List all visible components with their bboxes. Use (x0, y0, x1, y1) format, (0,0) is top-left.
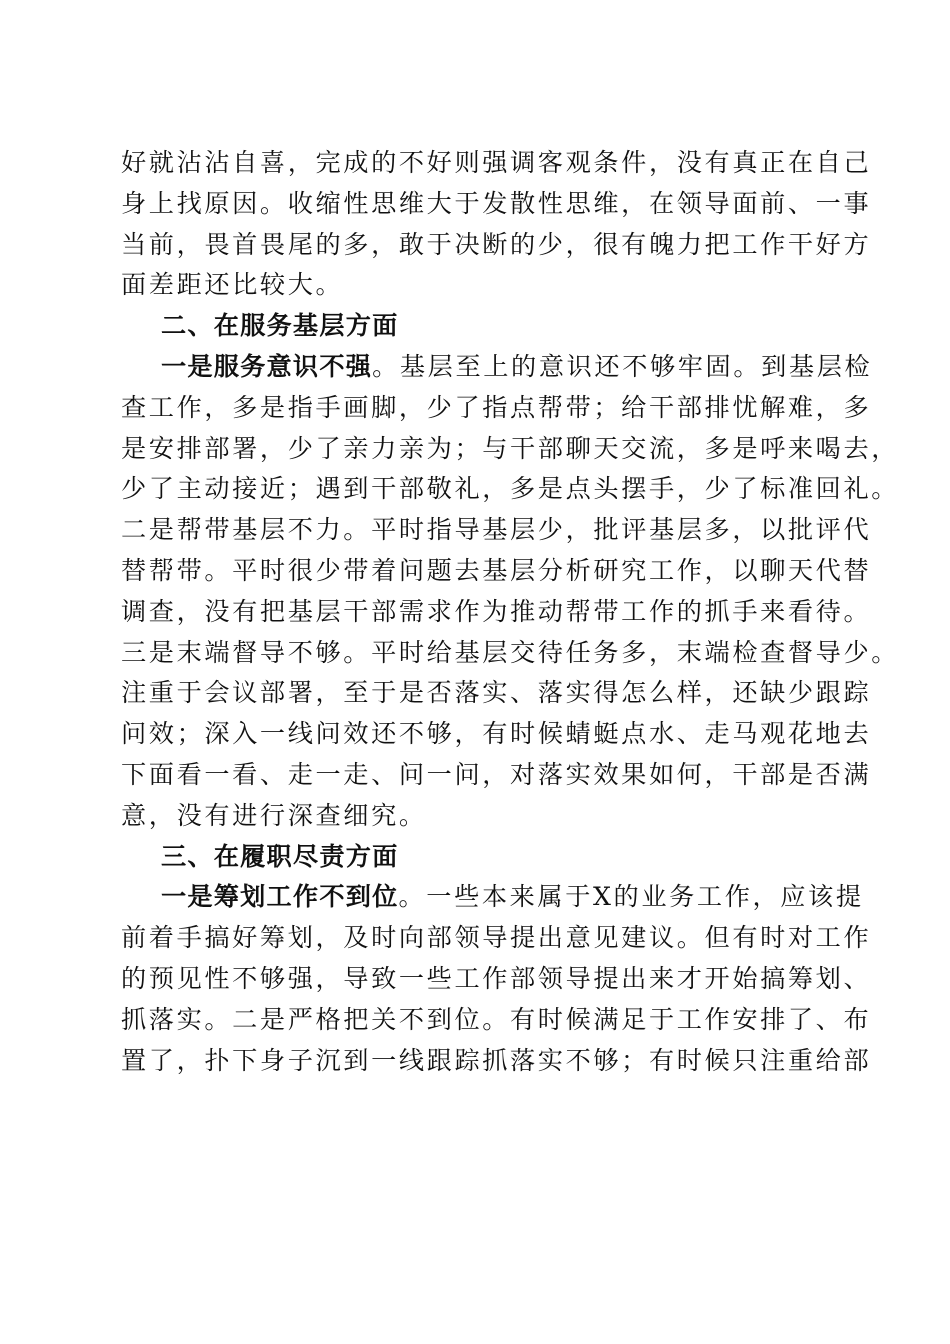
document-body (121, 143, 900, 1081)
paragraph-line: 少了主动接近；遇到干部敬礼，多是点头摆手，少了标准回礼。 (121, 474, 900, 504)
paragraph-line-rest: 。基层至上的意识还不够牢固。到基层检 (372, 351, 873, 381)
paragraph-lead: 一是服务意识不强 (161, 351, 373, 381)
paragraph-first-line (121, 877, 864, 918)
paragraph-line: 调查，没有把基层干部需求作为推动帮带工作的抓手来看待。 (121, 596, 872, 626)
paragraph-line: 下面看一看、走一走、问一问，对落实效果如何，干部是否满 (121, 759, 872, 789)
section-heading-3: 三、在履职尽责方面 (161, 841, 399, 871)
paragraph-line: 注重于会议部署，至于是否落实、落实得怎么样，还缺少跟踪 (121, 678, 872, 708)
paragraph-line: 意，没有进行深查细究。 (121, 800, 427, 830)
paragraph-line: 二是帮带基层不力。平时指导基层少，批评基层多，以批评代 (121, 515, 872, 545)
section-heading-2: 二、在服务基层方面 (161, 311, 399, 341)
paragraph-line: 的预见性不够强，导致一些工作部领导提出来才开始搞筹划、 (121, 963, 872, 993)
paragraph-line: 替帮带。平时很少带着问题去基层分析研究工作，以聊天代替 (121, 555, 872, 585)
paragraph-line: 好就沾沾自喜，完成的不好则强调客观条件，没有真正在自己 (121, 148, 872, 177)
paragraph-line-rest: 。一些本来属于X的业务工作，应该提 (398, 882, 864, 912)
paragraph-line: 身上找原因。收缩性思维大于发散性思维，在领导面前、一事 (121, 188, 872, 218)
paragraph-line: 置了，扑下身子沉到一线跟踪抓落实不够；有时候只注重给部 (121, 1045, 872, 1075)
paragraph-line: 面差距还比较大。 (121, 270, 344, 300)
paragraph-first-line (121, 347, 873, 388)
paragraph-line: 前着手搞好筹划，及时向部领导提出意见建议。但有时对工作 (121, 923, 872, 953)
paragraph-line: 三是末端督导不够。平时给基层交待任务多，末端检查督导少。 (121, 637, 900, 667)
paragraph-line: 问效；深入一线问效还不够，有时候蜻蜓点水、走马观花地去 (121, 719, 872, 749)
paragraph-line: 当前，畏首畏尾的多，敢于决断的少，很有魄力把工作干好方 (121, 229, 872, 259)
paragraph-line: 是安排部署，少了亲力亲为；与干部聊天交流，多是呼来喝去， (121, 433, 900, 463)
paragraph-lead: 一是筹划工作不到位 (161, 882, 399, 912)
paragraph-line: 查工作，多是指手画脚，少了指点帮带；给干部排忧解难，多 (121, 392, 872, 422)
paragraph-line: 抓落实。二是严格把关不到位。有时候满足于工作安排了、布 (121, 1004, 872, 1034)
